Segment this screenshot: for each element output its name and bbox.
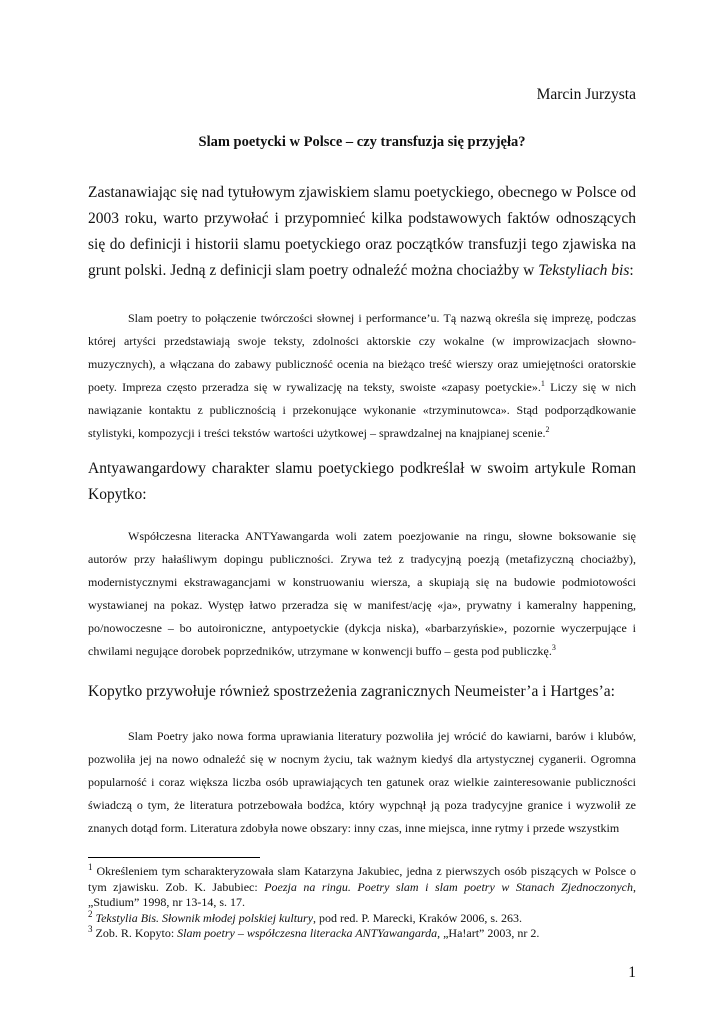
footnotes [88, 864, 636, 942]
quote-tekstylia [88, 307, 636, 445]
footnote-2-post: , pod red. P. Marecki, Kraków 2006, s. 263. [313, 910, 522, 925]
footnote-2 [88, 908, 636, 927]
footnote-2-number: 2 [88, 908, 93, 919]
footnote-3 [88, 926, 636, 942]
footnote-1-post: , „Studium” 1998, nr 13-14, s. 17. [88, 879, 636, 909]
footnote-2-title: Tekstylia Bis. Słownik młodej polskiej kultury [95, 910, 314, 925]
quote1-part1: Slam poetry to połączenie twórczości słownej i performance’u. Tą nazwą określa się imprezę, podczas której artyści przedstawiają swoje teksty, zdolności aktorskie czy wokalne (w improwizacjach słowno-muzycznych), a włączana do zabawy publiczność ocenia na bieżąco treść wierszy oraz umiejętności oratorskie poety. Impreza często przeradza się w rywalizację na teksty, swoiste «zapasy poetyckie». [88, 311, 636, 394]
quote2-text: Współczesna literacka ANTYawangarda woli zatem poezjowanie na ringu, słowne boksowanie się autorów przy hałaśliwym dopingu publiczności. Zrywa też z tradycyjną poezją (metafizyczną chociażby), modernistycznymi ekstrawagancjami w konstruowaniu wiersza, a skupiają się na budowie podmiotowości wystawianej na pokaz. Występ łatwo przeradza się w manifest/ację «ja», prywatny i kameralny happening, po/nowoczesne – bo autoironiczne, antypoetyckie (dykcja niska), «barbarzyńskie», pozornie wyczerpujące i chwilami negujące dorobek poprzedników, utrzymane w konwencji buffo – gesta pod publiczkę. [88, 529, 636, 658]
footnote-3-pre: Zob. R. Kopyto: [92, 926, 178, 940]
footnote-1 [88, 864, 636, 911]
footnote-3-title: Slam poetry – współczesna literacka ANTYawangarda [177, 926, 438, 940]
paragraph-neumeister: Kopytko przywołuje również spostrzeżenia zagranicznych Neumeister’a i Hartges’a: [88, 683, 615, 700]
footnote-3-number: 3 [88, 924, 93, 934]
footnote-ref-1[interactable]: 1 [540, 379, 545, 388]
author-name: Marcin Jurzysta [536, 86, 636, 103]
intro-text: Zastanawiając się nad tytułowym zjawiskiem slamu poetyckiego, obecnego w Polsce od 2003 roku, warto przywołać i przypomnieć kilka podstawowych faktów odnoszących się do definicji i historii slamu poetyckiego oraz początków transfuzji tego zjawiska na grunt polski. Jedną z definicji slam poetry odnaleźć można chociażby w [88, 184, 636, 279]
intro-end: : [629, 262, 634, 279]
quote-neumeister: Slam Poetry jako nowa forma uprawiania literatury pozwoliła jej wrócić do kawiarni, barów i klubów, pozwoliła jej na nowo odnaleźć się w nocnym życiu, tak ważnym kiedyś dla artystycznej cyganerii. Ogromna popularność i coraz większa liczba osób uprawiających ten gatunek oraz wielkie zainteresowanie publiczności świadczą o tym, że literatura potrzebowała bodźca, który wypchnął ją poza tradycyjne granice i wyzwolił ze znanych dotąd form. Literatura zdobyła nowe obszary: inny czas, inne miejsca, inne rytmy i przede wszystkim [88, 729, 636, 835]
intro-source: Tekstyliach bis [538, 262, 630, 279]
paragraph-kopytko: Antyawangardowy charakter slamu poetyckiego podkreślał w swoim artykule Roman Kopytko: [88, 460, 636, 503]
intro-paragraph [88, 180, 636, 284]
quote-kopytko [88, 525, 636, 663]
footnote-ref-2[interactable]: 2 [545, 425, 550, 434]
footnote-1-title: Poezja na ringu. Poetry slam i slam poetry w Stanach Zjednoczonych [264, 879, 633, 894]
footnote-divider [88, 857, 260, 858]
page-number: 1 [628, 964, 636, 981]
document-title: Slam poetycki w Polsce – czy transfuzja się przyjęła? [198, 134, 526, 150]
footnote-ref-3[interactable]: 3 [551, 643, 556, 652]
footnote-1-pre: Określeniem tym scharakteryzowała slam Katarzyna Jakubiec, jedna z pierwszych osób piszących w Polsce o tym zjawisku. Zob. K. Jabubiec: [88, 864, 636, 894]
quote1-part2: Liczy się w nich nawiązanie kontaktu z publicznością i przekonujące wykonanie «trzyminutowca». Stąd podporządkowanie stylistyki, kompozycji i treści tekstów wartości użytkowej – sprawdzalnej na knajpianej scenie. [88, 380, 636, 440]
footnote-1-number: 1 [88, 862, 93, 872]
footnote-3-post: , „Ha!art” 2003, nr 2. [437, 926, 540, 940]
